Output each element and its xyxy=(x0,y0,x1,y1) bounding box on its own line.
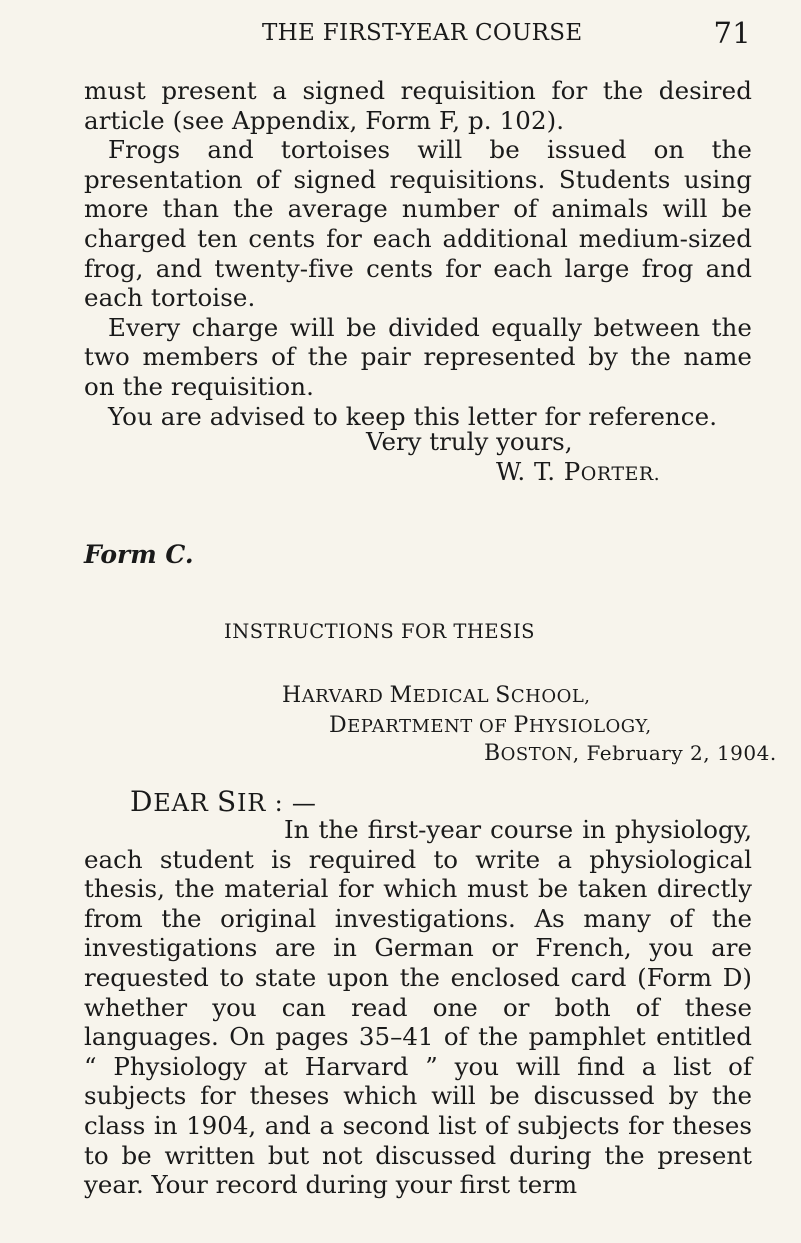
paragraph: must present a signed requisition for the desired article (see Appendix, Form F, p. 102). xyxy=(84,76,752,135)
address-text: EPARTMENT OF xyxy=(347,716,514,737)
address-line-1 xyxy=(282,683,591,708)
address-line-3 xyxy=(484,741,777,766)
salutation-text: IR : — xyxy=(237,789,317,817)
address-text: , February 2, 1904. xyxy=(572,741,777,765)
letter-closing: Very truly yours, xyxy=(366,427,573,456)
form-heading: INSTRUCTIONS FOR THESIS xyxy=(224,620,536,643)
signature-rest: ORTER. xyxy=(580,463,661,485)
paragraph: Every charge will be divided equally between the two members of the pair represented by the name on the requisition. xyxy=(84,312,752,401)
salutation xyxy=(130,785,317,818)
address-text: EDICAL xyxy=(412,686,496,707)
signature xyxy=(496,457,660,486)
thesis-instructions-body: In the first-year course in physiology, each student is required to write a physiological thesis, the material for which must be taken directly from the original investigations. As many of the investigations are in German or French, you are requested to state upon the enclosed card (Form D) whether you can read one or both of these languages. On pages 35–41 of the pamphlet entitled “ Physiology at Harvard ” you will find a list of subjects for theses which will be discussed by the class in 1904, and a second list of subjects for theses to be written but not discussed during the present year. Your record during your first term xyxy=(84,815,752,1200)
address-text: HYSIOLOGY, xyxy=(528,716,652,737)
address-text: OSTON xyxy=(500,744,573,765)
address-text: ARVARD xyxy=(301,686,390,707)
address-text: CHOOL, xyxy=(510,686,591,707)
salutation-text: S xyxy=(217,785,237,818)
paragraph: Frogs and tortoises will be issued on the presentation of signed requisitions. Students using more than the average number of animals will be charged ten cents for each additional medium-sized frog, and twenty-five cents for each large frog and each tortoise. xyxy=(84,135,752,313)
address-line-2 xyxy=(329,713,652,738)
running-head xyxy=(84,16,751,50)
page-number: 71 xyxy=(713,16,751,50)
letter-body xyxy=(84,76,752,431)
salutation-text: EAR xyxy=(153,789,218,817)
salutation-text: D xyxy=(130,785,154,818)
address-text: M xyxy=(389,683,413,708)
form-label: Form C. xyxy=(84,540,194,569)
paragraph: You are advised to keep this letter for reference. xyxy=(108,401,718,431)
running-head-title: THE FIRST-YEAR COURSE xyxy=(262,20,583,46)
address-text: B xyxy=(484,741,501,766)
address-text: H xyxy=(282,683,302,708)
address-text: S xyxy=(495,683,511,708)
signature-initials: W. T. P xyxy=(496,457,581,486)
address-text: P xyxy=(513,713,529,738)
address-text: D xyxy=(329,713,348,738)
